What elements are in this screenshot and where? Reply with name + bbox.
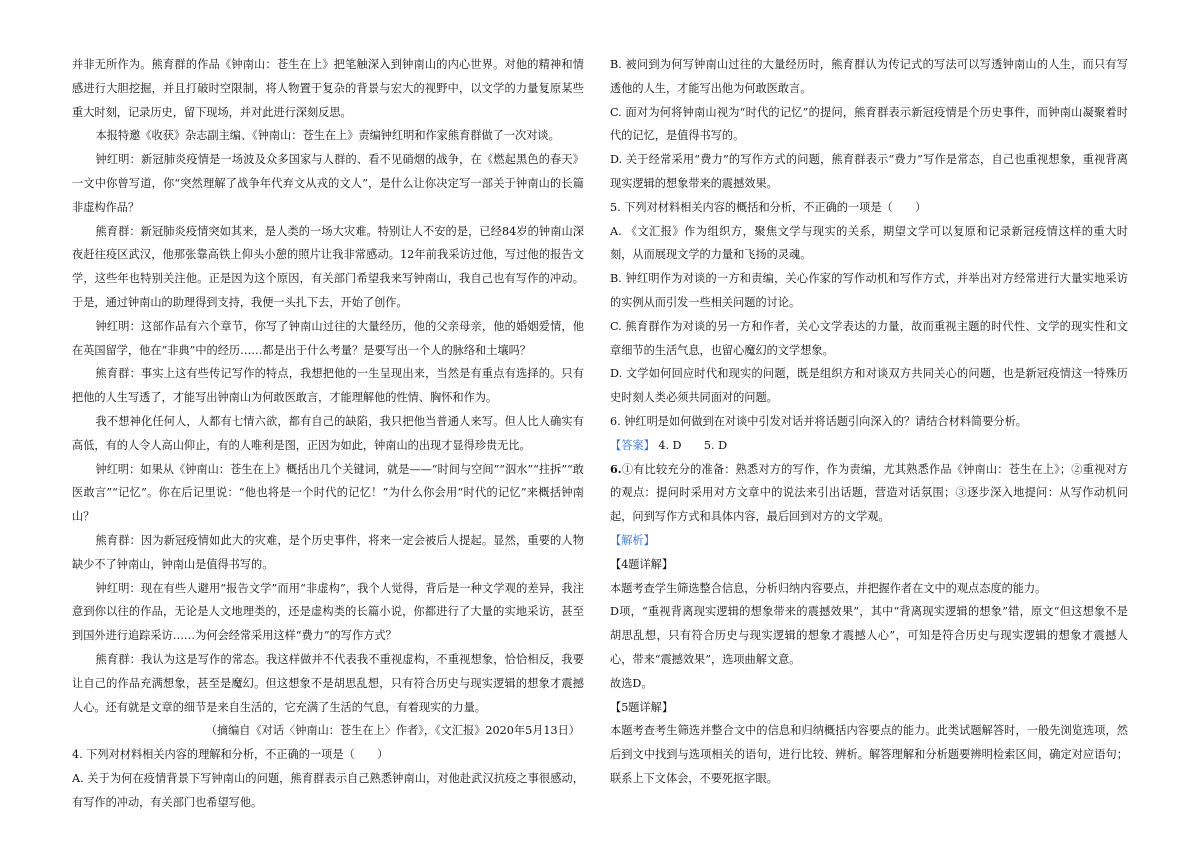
answer-6-number: 6.: [610, 461, 622, 476]
question-5-option-a: A. 《文汇报》作为组织方，聚焦文学与现实的关系，期望文学可以复原和记录新冠疫情这样的重大时刻，从而展现文学的力量和飞扬的灵魂。: [610, 224, 1128, 262]
q4-detail-text: D项，“重视背离现实逻辑的想象带来的震撼效果”，其中“背离现实逻辑的想象”错，原文“但这想象不是胡思乱想，只有符合历史与现实逻辑的想象才震撼人心”，可知是符合历史与现实逻辑的想象才震撼人心，带来“震撼效果”，选项曲解文意。: [610, 605, 1128, 666]
passage-paragraph: 本报特邀《收获》杂志副主编、《钟南山：苍生在上》责编钟红明和作家熊育群做了一次对谈。: [95, 129, 560, 143]
answer-line: [610, 434, 1128, 458]
passage-paragraph: 熊育群：事实上这有些传记写作的特点，我想把他的一生呈现出来，当然是有重点有选择的。只有把他的人生写透了，才能写出钟南山为何敢医敢言，才能理解他的性情、胸怀和作为。: [72, 367, 584, 405]
answer-text: 4. D 5. D: [658, 438, 728, 452]
passage-paragraph: 钟红明：如果从《钟南山：苍生在上》概括出几个关键词，就是——“时间与空间”“泅水”“拄拆”“敢医敢言”“记忆”。你在后记里说：“他也将是一个时代的记忆！”为什么你会用“时代的记忆”来概括钟南山？: [72, 462, 584, 524]
q5-detail-heading: 【5题详解】: [610, 700, 674, 714]
q4-detail-text: 本题考查学生筛选整合信息，分析归纳内容要点，并把握作者在文中的观点态度的能力。: [610, 581, 1047, 595]
question-5-stem: 5. 下列对材料相关内容的概括和分析，不正确的一项是（ ）: [610, 200, 927, 214]
question-4-option-c: C. 面对为何将钟南山视为“时代的记忆”的提问，熊育群表示新冠疫情是个历史事件，而钟南山凝聚着时代的记忆，是值得书写的。: [610, 105, 1128, 143]
passage-paragraph: 钟红明：这部作品有六个章节，你写了钟南山过往的大量经历，他的父亲母亲，他的婚姻爱情，他在英国留学，他在“非典”中的经历……都是出于什么考量？是要写出一个人的脉络和土壤吗？: [72, 319, 584, 357]
passage-paragraph: 熊育群：因为新冠疫情如此大的灾难，是个历史事件，将来一定会被后人提起。显然，重要的人物缺少不了钟南山，钟南山是值得书写的。: [72, 533, 584, 571]
answer-label: 【答案】: [610, 438, 655, 452]
passage-paragraph: 我不想神化任何人，人都有七情六欲，都有自己的缺陷，我只把他当普通人来写。但人比人确实有高低，有的人令人高山仰止，有的人唯利是图，正因为如此，钟南山的出现才显得珍贵无比。: [72, 414, 584, 452]
question-4-option-b: B. 被问到为何写钟南山过往的大量经历时，熊育群认为传记式的写法可以写透钟南山的人生，而只有写透他的人生，才能写出他为何敢医敢言。: [610, 58, 1128, 95]
question-6-stem: 6. 钟红明是如何做到在对谈中引发对话并将话题引向深入的？请结合材料简要分析。: [610, 414, 1027, 428]
answer-6-text: ①有比较充分的准备：熟悉对方的写作，作为责编，尤其熟悉作品《钟南山：苍生在上》；②重视对方的观点：提问时采用对方文章中的说法来引出话题，营造对话氛围；③逐步深入地提问：从写作动机问起，问到写作方式和具体内容，最后回到对方的文学观。: [610, 462, 1128, 524]
passage-paragraph: 钟红明：新冠肺炎疫情是一场波及众多国家与人群的、看不见硝烟的战争，在《燃起黑色的春天》一文中你曾写道，你“突然理解了战争年代弃文从戎的文人”，是什么让你决定写一部关于钟南山的长篇非虚构作品？: [72, 153, 584, 214]
question-4-stem: 4. 下列对材料相关内容的理解和分析，不正确的一项是（ ）: [72, 748, 389, 762]
source-citation: （摘编自《对话〈钟南山：苍生在上〉作者》，《文汇报》2020年5月13日）: [205, 724, 580, 738]
left-column: [72, 53, 584, 815]
analysis-label: 【解析】: [610, 533, 655, 547]
right-column: [610, 53, 1128, 791]
passage-paragraph: 熊育群：新冠肺炎疫情突如其来，是人类的一场大灾难。特别让人不安的是，已经84岁的钟南山深夜赶往疫区武汉，他那张靠高铁上仰头小憩的照片让我非常感动。12年前我采访过他，写过他的报告文学，这些年也特别关注他。正是因为这个原因，有关部门希望我来写钟南山，我自己也有写作的冲动。于是，通过钟南山的助理得到支持，我便一头扎下去，开始了创作。: [72, 224, 584, 309]
passage-paragraph: 熊育群：我认为这是写作的常态。我这样做并不代表我不重视虚构，不重视想象，恰恰相反，我要让自己的作品充满想象，甚至是魔幻。但这想象不是胡思乱想，只有符合历史与现实逻辑的想象才震撼人心。还有就是文章的细节是来自生活的，它充满了生活的气息，有着现实的力量。: [72, 652, 584, 714]
question-4-option-d: D. 关于经常采用“费力”的写作方式的问题，熊育群表示“费力”写作是常态，自己也重视想象，重视背离现实逻辑的想象带来的震撼效果。: [610, 153, 1128, 190]
passage-paragraph: 并非无所作为。熊育群的作品《钟南山：苍生在上》把笔触深入到钟南山的内心世界。对他的精神和情感进行大胆挖掘，并且打破时空限制，将人物置于复杂的背景与宏大的视野中，以文学的力量复原某些重大时刻，记录历史，留下现场，并对此进行深刻反思。: [72, 58, 584, 119]
passage-paragraph: 钟红明：现在有些人避用“报告文学”而用“非虚构”，我个人觉得，背后是一种文学观的差异，我注意到你以往的作品，无论是人文地理类的，还是虚构类的长篇小说，你都进行了大量的实地采访，甚至到国外进行追踪采访……为何会经常采用这样“费力”的写作方式？: [72, 581, 584, 643]
answer-6-line: [610, 458, 1128, 529]
q4-conclusion: 故选D。: [610, 676, 653, 690]
question-5-option-b: B. 钟红明作为对谈的一方和责编，关心作家的写作动机和写作方式，并举出对方经常进行大量实地采访的实例从而引发一些相关问题的讨论。: [610, 272, 1128, 309]
question-4-option-a: A. 关于为何在疫情背景下写钟南山的问题，熊育群表示自己熟悉钟南山，对他赴武汉抗疫之事很感动，有写作的冲动，有关部门也希望写他。: [72, 771, 584, 809]
analysis-line: [610, 529, 1128, 553]
q5-detail-text: 本题考查考生筛选并整合文中的信息和归纳概括内容要点的能力。此类试题解答时，一般先浏览选项，然后到文中找到与选项相关的语句，进行比较、辨析。解答理解和分析题要辨明检索区间，确定对应语句；联系上下文体会，不要死抠字眼。: [610, 724, 1128, 785]
question-5-option-c: C. 熊育群作为对谈的另一方和作者，关心文学表达的力量，故而重视主题的时代性、文学的现实性和文章细节的生活气息，也留心魔幻的文学想象。: [610, 319, 1128, 357]
question-5-option-d: D. 文学如何回应时代和现实的问题，既是组织方和对谈双方共同关心的问题，也是新冠疫情这一特殊历史时刻人类必须共同面对的问题。: [610, 367, 1128, 405]
q4-detail-heading: 【4题详解】: [610, 557, 674, 571]
